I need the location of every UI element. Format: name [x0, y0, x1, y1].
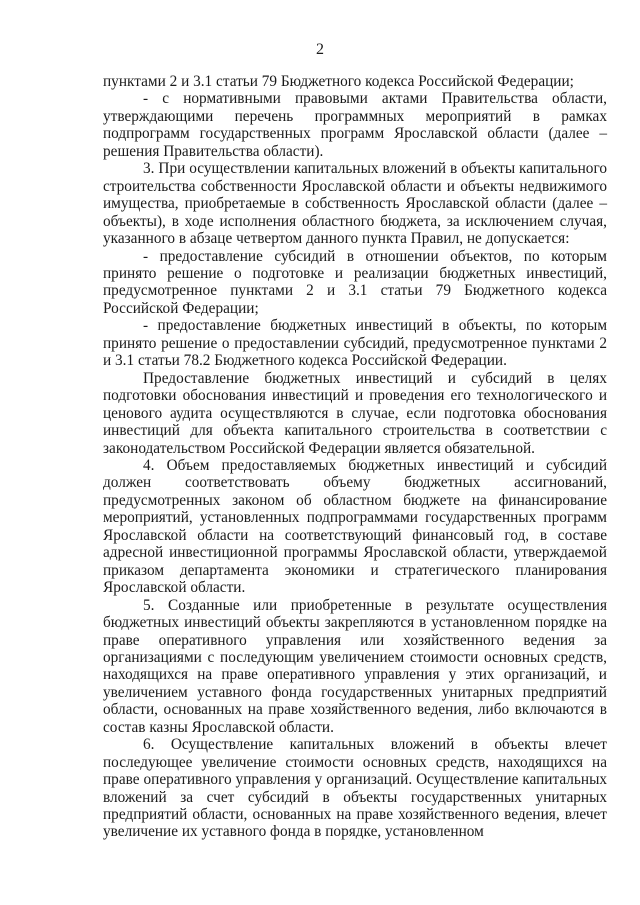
paragraph-clause-3: 3. При осуществлении капитальных вложений в объекты капитального строительства собственности Ярославской области и объекты недвижимого имущества, приобретаемые в собственность Ярославской области (далее – объекты), в ходе исполнения областного бюджета, за исключением случая, указанного в абзаце четвертом данного пункта Правил, не допускается: — [103, 160, 607, 248]
page-number: 2 — [316, 41, 324, 58]
paragraph-list-item-government-acts: - с нормативными правовыми актами Правительства области, утверждающими перечень программных мероприятий в рамках подпрограмм государственных программ Ярославской области (далее – решения Правительства области). — [103, 90, 607, 160]
paragraph-list-item-subsidies: - предоставление субсидий в отношении объектов, по которым принято решение о подготовке и реализации бюджетных инвестиций, предусмотренное пунктами 2 и 3.1 статьи 79 Бюджетного кодекса Российской Федерации; — [103, 247, 607, 317]
document-body — [103, 73, 607, 841]
paragraph-list-item-investments: - предоставление бюджетных инвестиций в объекты, по которым принято решение о предоставлении субсидий, предусмотренное пунктами 2 и 3.1 статьи 78.2 Бюджетного кодекса Российской Федерации. — [103, 317, 607, 370]
paragraph-continuation: пунктами 2 и 3.1 статьи 79 Бюджетного кодекса Российской Федерации; — [103, 73, 574, 90]
paragraph-clause-5: 5. Созданные или приобретенные в результате осуществления бюджетных инвестиций объекты закрепляются в установленном порядке на праве оперативного управления или хозяйственного ведения за организациями с последующим увеличением стоимости основных средств, находящихся на праве оперативного управления у этих организаций, и увеличением уставного фонда государственных унитарных предприятий области, основанных на праве хозяйственного ведения, либо включаются в состав казны Ярославской области. — [103, 596, 607, 736]
paragraph-investment-justification: Предоставление бюджетных инвестиций и субсидий в целях подготовки обоснования инвестиций и проведения его технологического и ценового аудита осуществляются в случае, если подготовка обоснования инвестиций для объекта капитального строительства в соответствии с законодательством Российской Федерации является обязательной. — [103, 369, 607, 457]
paragraph-clause-6: 6. Осуществление капитальных вложений в объекты влечет последующее увеличение стоимости основных средств, находящихся на праве оперативного управления у организаций. Осуществление капитальных вложений за счет субсидий в объекты государственных унитарных предприятий области, основанных на праве хозяйственного ведения, влечет увеличение их уставного фонда в порядке, установленном — [103, 736, 607, 841]
paragraph-clause-4: 4. Объем предоставляемых бюджетных инвестиций и субсидий должен соответствовать объему бюджетных ассигнований, предусмотренных законом об областном бюджете на финансирование мероприятий, установленных подпрограммами государственных программ Ярославской области на соответствующий финансовый год, в составе адресной инвестиционной программы Ярославской области, утверждаемой приказом департамента экономики и стратегического планирования Ярославской области. — [103, 456, 607, 597]
